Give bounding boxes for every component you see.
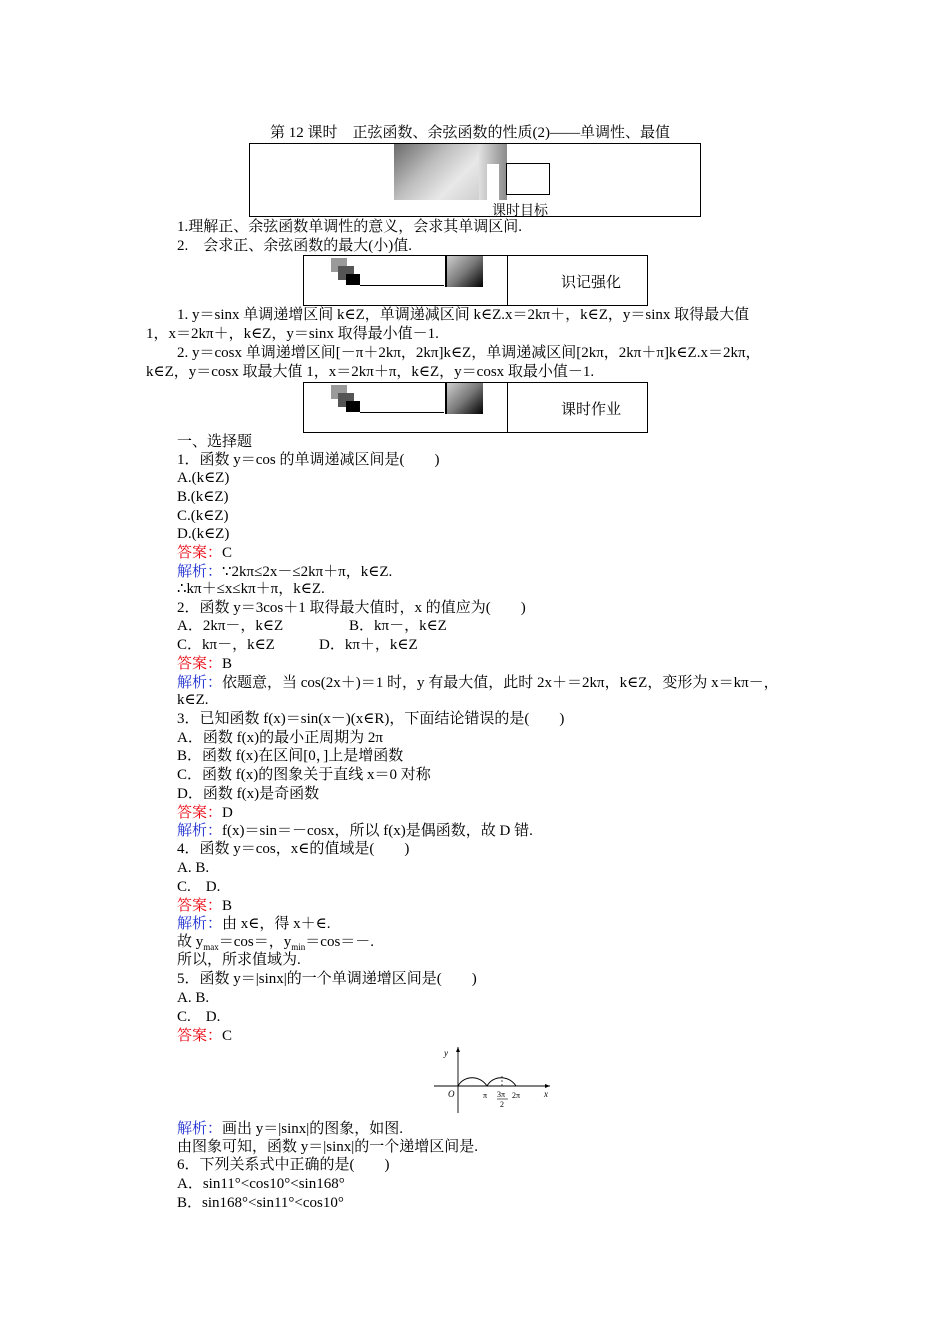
- q5-option-ab: A. B.: [177, 990, 210, 1006]
- q1-analysis-line-1: ∵2kπ≤2x－≤2kπ＋π，k∈Z.: [222, 564, 393, 580]
- q1-analysis: [177, 562, 392, 581]
- q2-option-d: D．kπ＋，k∈Z: [319, 637, 418, 653]
- curve-arch-1: [458, 1078, 487, 1086]
- q5-answer-value: C: [222, 1028, 233, 1044]
- corner-gradient: [445, 256, 483, 287]
- q4-stem: 4．函数 y＝cos，x∈的值域是( ): [177, 841, 410, 857]
- q4-ymax-expr: ＝cos＝，y: [218, 934, 292, 950]
- analysis-label: 解析：: [177, 821, 223, 839]
- analysis-label: 解析：: [177, 562, 223, 580]
- header-box-label: 课时目标: [492, 203, 548, 219]
- memory-line-1: 1. y＝sinx 单调递增区间 k∈Z，单调递减区间 k∈Z.x＝2kπ＋，k∈Z，y＝sinx 取得最大值: [177, 307, 750, 323]
- q2-analysis-line-2: k∈Z.: [177, 692, 209, 708]
- q1-answer-value: C: [222, 545, 233, 561]
- analysis-label: 解析：: [177, 673, 223, 691]
- section-homework-box: [303, 382, 648, 433]
- pi-label: π: [483, 1091, 488, 1100]
- q5-analysis-line-2: 由图象可知，函数 y＝|sinx|的一个递增区间是.: [177, 1139, 479, 1155]
- memory-line-4: k∈Z，y＝cosx 取最大值 1，x＝2kπ＋π，k∈Z，y＝cosx 取最小值－1.: [146, 364, 595, 380]
- vertical-rule: [507, 256, 508, 305]
- analysis-label: 解析：: [177, 1119, 223, 1137]
- q2-option-c: C．kπ－，k∈Z: [177, 637, 275, 653]
- q6-stem: 6．下列关系式中正确的是( ): [177, 1157, 390, 1173]
- q2-analysis-line-1: 依题意，当 cos(2x＋)＝1 时，y 有最大值，此时 2x＋＝2kπ，k∈Z，变形为 x＝kπ－，: [222, 675, 779, 691]
- answer-label: 答案：: [177, 1026, 223, 1044]
- q5-stem: 5．函数 y＝|sinx|的一个单调递增区间是( ): [177, 971, 477, 987]
- divider-line: [360, 412, 444, 413]
- q4-analysis-line-1: 由 x∈，得 x＋∈.: [222, 916, 331, 932]
- x-axis-label: x: [544, 1089, 548, 1099]
- memory-line-3: 2. y＝cosx 单调递增区间[－π＋2kπ，2kπ]k∈Z，单调递减区间[2kπ，2kπ＋π]k∈Z.x＝2kπ，: [177, 345, 761, 361]
- analysis-label: 解析：: [177, 914, 223, 932]
- section-homework-label: 课时作业: [561, 400, 622, 418]
- goal-line-2: 2. 会求正、余弦函数的最大(小)值.: [177, 238, 412, 254]
- q4-answer-value: B: [222, 898, 233, 914]
- corner-gradient: [445, 383, 483, 414]
- block-decoration: [346, 274, 360, 285]
- q4-answer: [177, 896, 232, 915]
- header-decoration: [394, 144, 479, 200]
- q5-answer: [177, 1026, 232, 1045]
- q4-option-ab: A. B.: [177, 860, 210, 876]
- q4-ymax-sub: max: [203, 942, 219, 952]
- memory-line-2: 1，x＝2kπ＋，k∈Z，y＝sinx 取得最小值－1.: [146, 326, 439, 342]
- q1-analysis-line-2: ∴kπ＋≤x≤kπ＋π，k∈Z.: [177, 581, 325, 597]
- answer-label: 答案：: [177, 896, 223, 914]
- origin-label: O: [448, 1089, 455, 1099]
- answer-label: 答案：: [177, 543, 223, 561]
- answer-label: 答案：: [177, 803, 223, 821]
- q1-option-c: C.(k∈Z): [177, 508, 229, 524]
- q3-analysis: [177, 821, 533, 840]
- q2-analysis: [177, 673, 779, 692]
- goal-line-1: 1.理解正、余弦函数单调性的意义，会求其单调区间.: [177, 219, 523, 235]
- q4-analysis: [177, 914, 330, 933]
- section-memory-label: 识记强化: [561, 273, 622, 291]
- q1-option-b: B.(k∈Z): [177, 489, 229, 505]
- answer-label: 答案：: [177, 654, 223, 672]
- header-decoration-white: [487, 164, 499, 200]
- q4-option-cd: C. D.: [177, 879, 221, 895]
- q4-ymin-expr: ＝cos＝－.: [305, 934, 375, 950]
- q3-stem: 3．已知函数 f(x)＝sin(x－)(x∈R)，下面结论错误的是( ): [177, 711, 565, 727]
- q5-option-cd: C. D.: [177, 1009, 221, 1025]
- y-axis-label: y: [444, 1048, 448, 1058]
- part-title: 一、选择题: [177, 434, 253, 450]
- three-pi-num-label: 3π: [497, 1090, 506, 1099]
- q6-option-a: A．sin11°<cos10°<sin168°: [177, 1176, 345, 1192]
- q4-ymax-var: 故 y: [177, 934, 204, 950]
- q3-option-b: B．函数 f(x)在区间[0，]上是增函数: [177, 748, 404, 764]
- vertical-rule: [507, 383, 508, 432]
- header-box: [249, 143, 701, 217]
- q3-option-d: D．函数 f(x)是奇函数: [177, 786, 320, 802]
- q2-stem: 2．函数 y＝3cos＋1 取得最大值时，x 的值应为( ): [177, 600, 526, 616]
- q1-option-d: D.(k∈Z): [177, 526, 230, 542]
- q1-answer: [177, 543, 232, 562]
- header-inner-box: [506, 163, 550, 195]
- q4-ymin-sub: min: [291, 942, 306, 952]
- q1-option-a: A.(k∈Z): [177, 470, 230, 486]
- q3-answer-value: D: [222, 805, 233, 821]
- q1-stem: 1．函数 y＝cos 的单调递减区间是( ): [177, 452, 440, 468]
- y-axis-arrow: [456, 1047, 460, 1052]
- abs-sin-graph: [430, 1043, 555, 1115]
- block-decoration: [346, 401, 360, 412]
- q2-answer-value: B: [222, 656, 233, 672]
- q5-analysis-line-1: 画出 y＝|sinx|的图象，如图.: [222, 1121, 404, 1137]
- q2-option-b: B．kπ－，k∈Z: [349, 618, 447, 634]
- q3-option-a: A．函数 f(x)的最小正周期为 2π: [177, 730, 383, 746]
- q3-analysis-line-1: f(x)＝sin＝－cosx，所以 f(x)是偶函数，故 D 错.: [222, 823, 533, 839]
- section-memory-box: [303, 255, 648, 306]
- x-axis-arrow: [545, 1084, 550, 1088]
- q3-option-c: C．函数 f(x)的图象关于直线 x＝0 对称: [177, 767, 431, 783]
- two-pi-label: 2π: [512, 1091, 521, 1100]
- three-pi-den-label: 2: [500, 1100, 504, 1109]
- page-title: 第 12 课时 正弦函数、余弦函数的性质(2)——单调性、最值: [270, 125, 670, 141]
- q2-answer: [177, 654, 232, 673]
- q6-option-b: B．sin168°<sin11°<cos10°: [177, 1195, 344, 1211]
- q4-analysis-line-3: 所以，所求值域为.: [177, 952, 301, 968]
- q5-analysis: [177, 1119, 403, 1138]
- curve-arch-2: [487, 1078, 516, 1086]
- q2-option-a: A．2kπ－，k∈Z: [177, 618, 284, 634]
- q3-answer: [177, 803, 233, 822]
- divider-line: [360, 285, 444, 286]
